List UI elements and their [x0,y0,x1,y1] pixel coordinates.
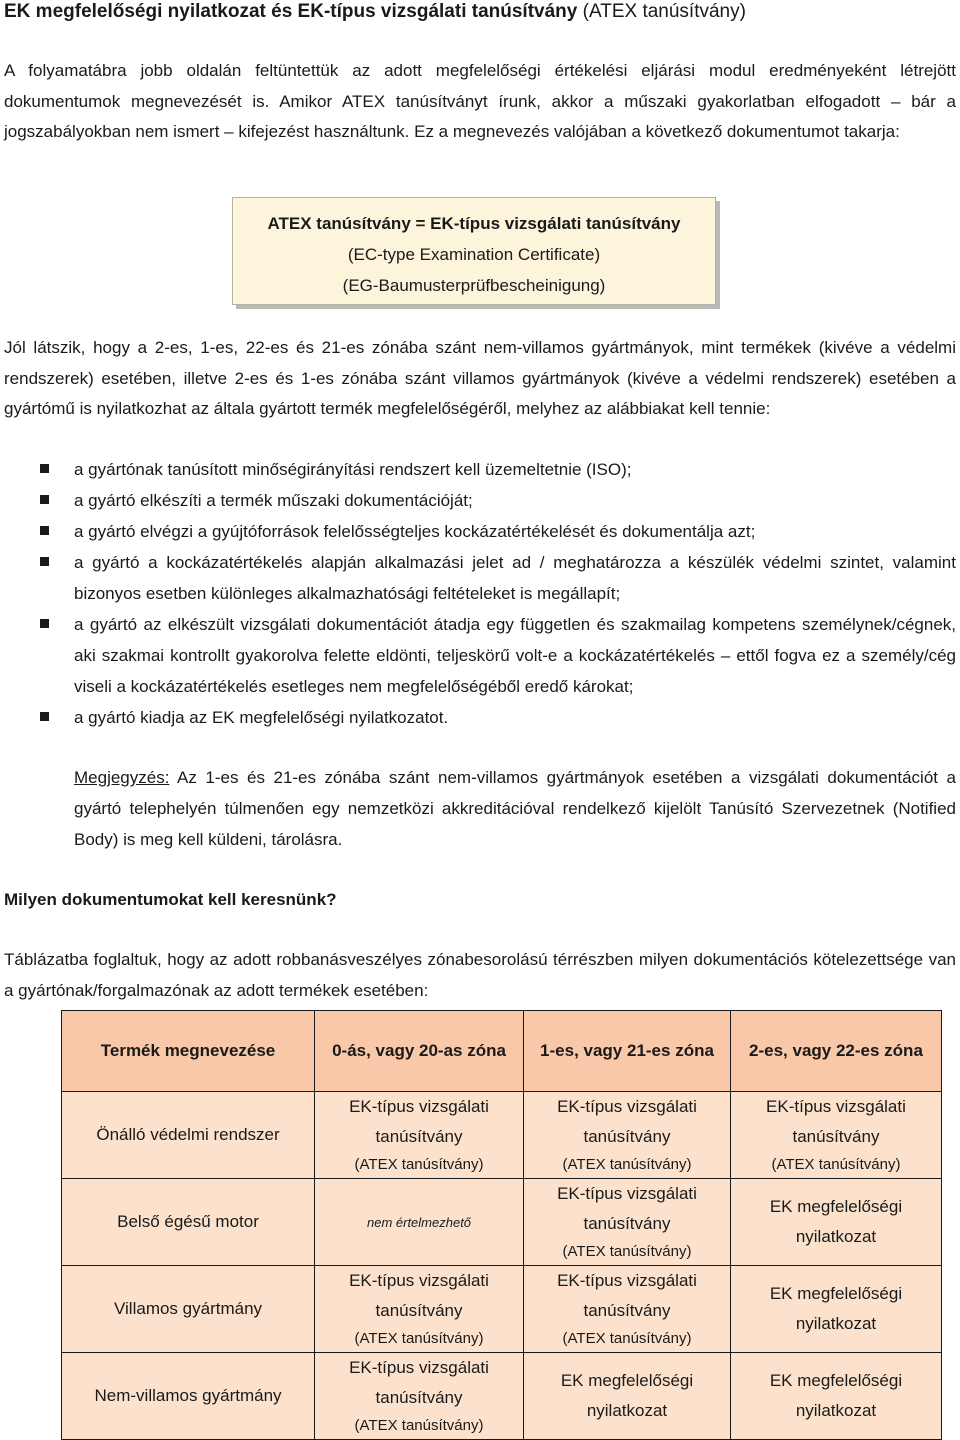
callout-line-1: ATEX tanúsítvány = EK-típus vizsgálati tanúsítvány [267,214,681,233]
cert-cell: EK-típus vizsgálati tanúsítvány (ATEX tanúsítvány) [315,1266,524,1353]
table-row [62,1266,942,1353]
cert-cell: EK-típus vizsgálati tanúsítvány (ATEX tanúsítvány) [524,1266,731,1353]
intro-paragraph: A folyamatábra jobb oldalán feltüntettük az adott megfelelőségi értékelési eljárási modul eredményeként létrejött dokumentumok megnevezését is. Amikor ATEX tanúsítványt írunk, akkor a műszaki gyakorlatban elfogadott – bár a jogszabályokban nem ismert – kifejezést használtunk. Ez a megnevezés valójában a következő dokumentumot takarja: [4,61,956,141]
product-name-cell: Önálló védelmi rendszer [62,1092,315,1179]
list-item: a gyártó az elkészült vizsgálati dokumentációt átadja egy független és szakmailag kompetens személynek/cégnek, aki szakmai kontrollt gyakorolva felette eldönti, teljeskörű volt-e a kockázatértékelés – ettől fogva ez a személy/cég viseli a kockázatértékelés esetleges nem megfelelőségéből eredő károkat; [4,609,956,702]
not-applicable-cell: nem értelmezhető [315,1179,524,1266]
table-row [62,1353,942,1440]
requirements-list [4,454,956,733]
product-name-cell: Nem-villamos gyártmány [62,1353,315,1440]
documents-table [61,1010,942,1440]
declaration-cell: EK megfelelőségi nyilatkozat [524,1353,731,1440]
section-heading: Milyen dokumentumokat kell keresnünk? [4,890,337,909]
square-bullet-icon [40,526,49,535]
header-product: Termék megnevezése [62,1011,315,1092]
header-zone-1-21: 1-es, vagy 21-es zóna [524,1011,731,1092]
list-item: a gyártó elkészíti a termék műszaki dokumentációját; [4,485,956,516]
declaration-cell: EK megfelelőségi nyilatkozat [730,1179,941,1266]
zones-paragraph: Jól látszik, hogy a 2-es, 1-es, 22-es és 21-es zónába szánt nem-villamos gyártmányok, mint termékek (kivéve a védelmi rendszerek) esetében, illetve 2-es és 1-es zónába szánt villamos gyártmányok (kivéve a védelmi rendszerek) esetében a gyártómű is nyilatkozhat az általa gyártott termék megfelelőségéről, melyhez az alábbiakat kell tennie: [4,338,956,418]
cert-cell: EK-típus vizsgálati tanúsítvány (ATEX tanúsítvány) [730,1092,941,1179]
note-paragraph [74,762,956,855]
callout-line-2: (EC-type Examination Certificate) [347,245,601,264]
square-bullet-icon [40,712,49,721]
table-row [62,1092,942,1179]
declaration-cell: EK megfelelőségi nyilatkozat [730,1353,941,1440]
list-item: a gyártónak tanúsított minőségirányítási rendszert kell üzemeltetnie (ISO); [4,454,956,485]
cert-cell: EK-típus vizsgálati tanúsítvány (ATEX tanúsítvány) [524,1179,731,1266]
cert-cell: EK-típus vizsgálati tanúsítvány (ATEX tanúsítvány) [315,1092,524,1179]
list-item: a gyártó elvégzi a gyújtóforrások felelősségteljes kockázatértékelését és dokumentálja azt; [4,516,956,547]
list-item: a gyártó kiadja az EK megfelelőségi nyilatkozatot. [4,702,956,733]
table-row [62,1179,942,1266]
definition-callout [232,197,716,305]
table-intro-paragraph: Táblázatba foglaltuk, hogy az adott robbanásveszélyes zónabesorolású térrészben milyen dokumentációs kötelezettsége van a gyártónak/forgalmazónak az adott termékek esetében: [4,950,956,1000]
note-text: Az 1-es és 21-es zónába szánt nem-villamos gyártmányok esetében a vizsgálati dokumentációt a gyártó telephelyén túlmenően egy nemzetközi akkreditációval rendelkező kijelölt Tanúsító Szervezetnek (Notified Body) is meg kell küldeni, tárolásra. [74,768,956,849]
document-title [4,0,956,24]
callout-line-3: (EG-Baumusterprüfbescheinigung) [342,276,606,295]
note-label: Megjegyzés: [74,768,170,787]
header-zone-2-22: 2-es, vagy 22-es zóna [730,1011,941,1092]
square-bullet-icon [40,464,49,473]
square-bullet-icon [40,619,49,628]
table-header-row [62,1011,942,1092]
title-suffix: (ATEX tanúsítvány) [577,1,746,22]
declaration-cell: EK megfelelőségi nyilatkozat [730,1266,941,1353]
list-item: a gyártó a kockázatértékelés alapján alkalmazási jelet ad / meghatározza a készülék védelmi szintet, valamint bizonyos esetben különleges alkalmazhatósági feltételeket is megállapít; [4,547,956,609]
cert-cell: EK-típus vizsgálati tanúsítvány (ATEX tanúsítvány) [524,1092,731,1179]
product-name-cell: Villamos gyártmány [62,1266,315,1353]
cert-cell: EK-típus vizsgálati tanúsítvány (ATEX tanúsítvány) [315,1353,524,1440]
title-main: EK megfelelőségi nyilatkozat és EK-típus vizsgálati tanúsítvány [4,1,578,22]
square-bullet-icon [40,495,49,504]
header-zone-0-20: 0-ás, vagy 20-as zóna [315,1011,524,1092]
product-name-cell: Belső égésű motor [62,1179,315,1266]
square-bullet-icon [40,557,49,566]
